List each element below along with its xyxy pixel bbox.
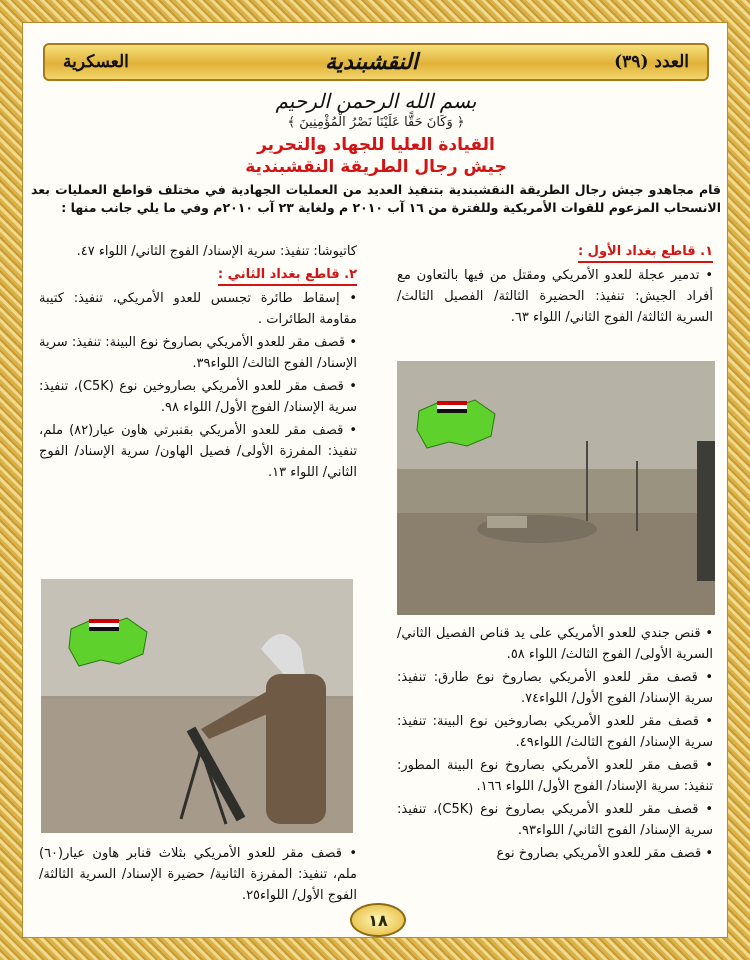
list-item: • قصف مقر للعدو الأمريكي بصاروخ نوع طارق: تنفيذ: سرية الإسناد/ الفوج الأول/ اللواء٧٤. (397, 670, 713, 706)
logo-map-icon (69, 618, 147, 666)
sector2-top (39, 241, 357, 485)
header-banner (43, 43, 709, 81)
logo-map-icon (417, 400, 495, 448)
list-item: • قصف مقر للعدو الأمريكي بصاروخين نوع (C5K)، تنفيذ: سرية الإسناد/ الفوج الأول/ اللواء ٩٨. (39, 379, 357, 415)
title-command: القيادة العليا للجهاد والتحرير (257, 135, 495, 155)
basmala: بسم الله الرحمن الرحيم (275, 89, 477, 113)
list-item: • تدمير عجلة للعدو الأمريكي ومقتل من فيها بالتعاون مع أفراد الجيش: تنفيذ: الحضيرة الثالثة/ الفصيل الثالث/ السرية الثالثة/ الفوج الثاني/ اللواء ٦٣. (397, 268, 713, 325)
issue-number: العدد (٣٩) (614, 52, 689, 72)
list-item: • قصف مقر للعدو الأمريكي بصاروخ نوع (496, 846, 713, 861)
section-name: العسكرية (63, 52, 129, 72)
quran-verse: ﴿ وَكَانَ حَقًّا عَلَيْنَا نَصْرُ الْمُؤْمِنِينَ ﴾ (287, 115, 465, 130)
list-item: • قنص جندي للعدو الأمريكي على يد قناص الفصيل الثاني/ السرية الأولى/ الفوج الثالث/ اللواء ٥٨. (397, 626, 713, 662)
list-item: • قصف مقر للعدو الأمريكي بقنبرتي هاون عيار(٨٢) ملم، تنفيذ: المفرزة الأولى/ فصيل الهاون/ سرية الإسناد/ الفوج الثاني/ اللواء ١٣. (39, 423, 358, 480)
sector1-heading: ١. قاطع بغداد الأول : (578, 243, 713, 263)
intro-paragraph: قام مجاهدو جيش رجال الطريقة النقشبندية بتنفيذ العديد من العمليات الجهادية في مختلف قواطع العمليات بعد الانسحاب المزعوم للقوات الأمريكية وللفترة من ١٦ آب ٢٠١٠ م ولغاية ٢٣ آب ٢٠١٠م وفي ما يلي جانب منها : (31, 182, 721, 215)
magazine-title: النقشبندية (325, 49, 418, 75)
page-number: ١٨ (350, 903, 406, 937)
continued-text: كاتيوشا: تنفيذ: سرية الإسناد/ الفوج الثاني/ اللواء ٤٧. (76, 244, 357, 259)
list-item: • قصف مقر للعدو الأمريكي بصاروخ نوع البينة المطور: تنفيذ: سرية الإسناد/ الفوج الأول/ اللواء ١٦٦. (397, 758, 713, 794)
sector2-heading: ٢. قاطع بغداد الثاني : (218, 266, 357, 286)
sector1-top (397, 241, 713, 330)
sector2-bottom (39, 843, 357, 908)
page (22, 22, 728, 938)
list-item: • إسقاط طائرة تجسس للعدو الأمريكي، تنفيذ: كتيبة مقاومة الطائرات . (39, 291, 357, 327)
photo-mortar-fighter (41, 579, 353, 833)
list-item: • قصف مقر للعدو الأمريكي بصاروخ نوع (C5K)، تنفيذ: سرية الإسناد/ الفوج الثاني/ اللواء٩٣. (397, 802, 713, 838)
list-item: • قصف مقر للعدو الأمريكي بصاروخين نوع البينة: تنفيذ: سرية الإسناد/ الفوج الثالث/ اللواء٤٩. (397, 714, 713, 750)
title-army: جيش رجال الطريقة النقشبندية (245, 157, 507, 177)
photo-destroyed-vehicle (397, 361, 715, 615)
list-item: • قصف مقر للعدو الأمريكي بثلاث قنابر هاون عيار(٦٠) ملم، تنفيذ: المفرزة الثانية/ حضيرة الإسناد/ السرية الثالثة/ الفوج الأول/ اللواء٢٥. (39, 846, 357, 903)
sector1-bottom (397, 623, 713, 866)
list-item: • قصف مقر للعدو الأمريكي بصاروخ نوع البينة: تنفيذ: سرية الإسناد/ الفوج الثالث/ اللواء٣٩. (39, 335, 357, 371)
